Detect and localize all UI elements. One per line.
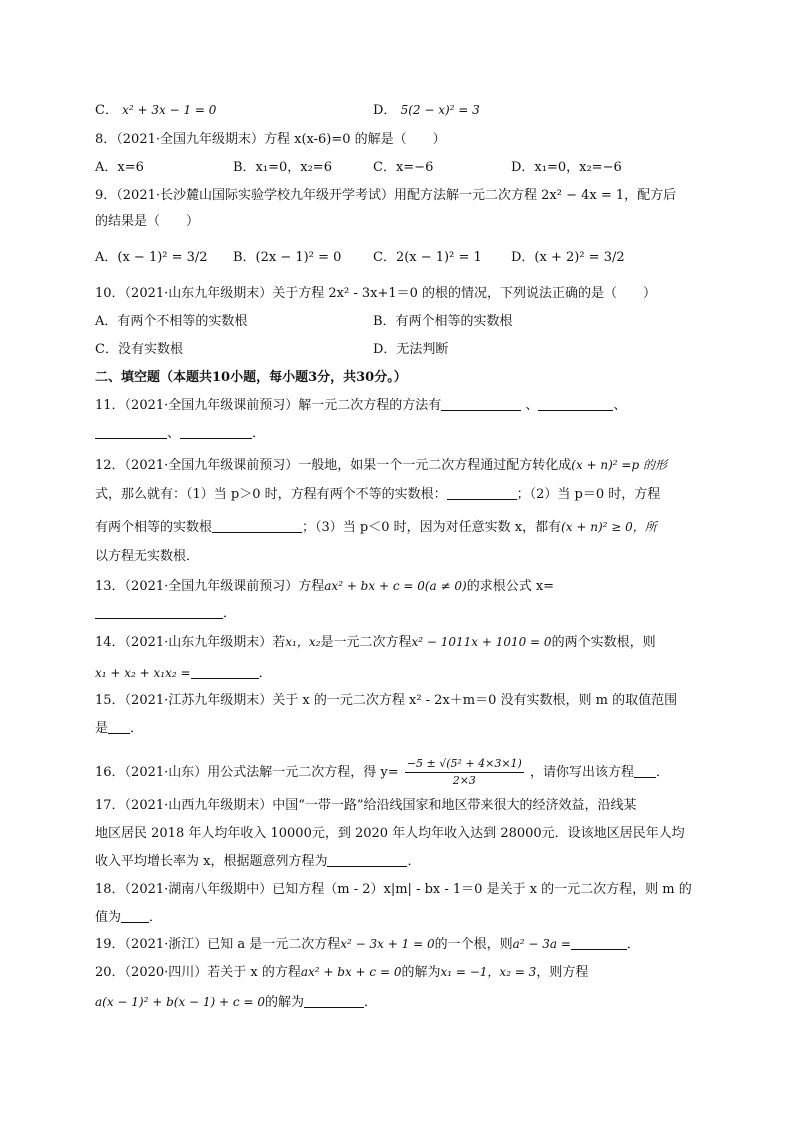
q17-line2: 地区居民 2018 年人均年收入 10000元，到 2020 年人均年收入达到 28000元．设该地区居民年人均 — [95, 826, 685, 841]
q14-blank[interactable] — [191, 664, 259, 679]
q19-text-1c: 的一个根，则 — [434, 937, 513, 952]
q9-option-c: C．2(x − 1)² = 1 — [373, 250, 482, 265]
q11-blank-3[interactable] — [95, 424, 167, 439]
q19-expression: a² − 3a = — [512, 937, 571, 951]
q18-line1: 18．（2021·湖南八年级期中）已知方程（m - 2）x|m| - bx - 1＝0 是关于 x 的一元二次方程，则 m 的 — [95, 882, 692, 897]
q11-blank-4[interactable] — [180, 424, 252, 439]
q20-text-2b: 的解为 — [264, 995, 304, 1010]
q14-text-1c: 是一元二次方程 — [320, 635, 412, 650]
q13-line2 — [95, 604, 236, 624]
q14-text-1e: 的两个实数根，则 — [551, 635, 656, 650]
q12-line3 — [95, 517, 657, 538]
q12-text-3a: 有两个相等的实数根 — [95, 520, 213, 535]
q7-option-d-label: D． — [373, 103, 397, 118]
q12-text-2b: ；（2）当 p＝0 时，方程 — [516, 487, 661, 502]
q14-expression: x₁ + x₂ + x₁x₂ = — [95, 666, 191, 680]
q12-text-1a: 12．（2021·全国九年级课前预习）一般地，如果一个一元二次方程通过配方转化成 — [95, 458, 572, 473]
q20-text-1e: ，则方程 — [536, 965, 589, 980]
q9-stem-line1: 9．（2021·长沙麓山国际实验学校九年级开学考试）用配方法解一元二次方程 2x² − 4x = 1，配方后 — [95, 188, 677, 203]
q13-formula: ax² + bx + c = 0(a ≠ 0) — [324, 579, 467, 593]
q14-line2 — [95, 663, 272, 684]
q16-fraction — [405, 756, 524, 789]
q16-blank[interactable] — [634, 763, 656, 778]
q17-text-3a: 收入平均增长率为 x，根据题意列方程为 — [95, 854, 328, 869]
q14-text-1a: 14．（2021·山东九年级期末）若 — [95, 635, 286, 650]
q13-end: ． — [223, 606, 237, 621]
q12-line4: 以方程无实数根． — [95, 549, 200, 564]
q12-formula-2: (x + n)² ≥ 0，所 — [561, 520, 657, 534]
q13-blank[interactable] — [95, 604, 223, 619]
q12-text-3b: ；（3）当 p＜0 时，因为对任意实数 x，都有 — [302, 520, 562, 535]
q9-stem-line2: 的结果是（ ） — [95, 214, 200, 229]
q20-line2 — [95, 992, 377, 1013]
q10-option-c: C．没有实数根 — [95, 342, 183, 357]
section-heading-fill-in: 二、填空题（本题共10小题，每小题3分，共30分。） — [95, 370, 407, 385]
q20-blank[interactable] — [304, 993, 364, 1008]
q17-blank[interactable] — [327, 852, 407, 867]
q18-line2 — [95, 908, 162, 928]
q7-option-d-expr: 5(2 − x)² = 3 — [400, 103, 480, 117]
q11-sep-3: 、 — [167, 426, 181, 441]
q7-option-c — [95, 100, 216, 121]
q10-option-a: A．有两个不相等的实数根 — [95, 314, 248, 329]
q14-equation: x² − 1011x + 1010 = 0 — [411, 635, 552, 649]
q13-line1 — [95, 576, 554, 597]
q11-sep-1: 、 — [525, 398, 539, 413]
q20-text-1a: 20．（2020·四川）若关于 x 的方程 — [95, 965, 301, 980]
q10-option-d: D．无法判断 — [373, 342, 449, 357]
q14-end: ． — [258, 666, 272, 681]
q20-end: ． — [363, 995, 377, 1010]
q7-option-c-expr: x² + 3x − 1 = 0 — [122, 103, 217, 117]
q8-option-d: D．x₁=0，x₂=−6 — [511, 160, 622, 175]
q11-blank-2[interactable] — [538, 396, 613, 411]
q8-option-b: B．x₁=0，x₂=6 — [233, 160, 332, 175]
q11-line1 — [95, 396, 626, 416]
q18-blank[interactable] — [121, 908, 149, 923]
q12-line1 — [95, 455, 667, 476]
q12-blank-1[interactable] — [447, 485, 517, 500]
q12-blank-2[interactable] — [212, 518, 302, 533]
q19-equation: x² − 3x + 1 = 0 — [340, 937, 435, 951]
q15-line1: 15．（2021·江苏九年级期末）关于 x 的一元二次方程 x² - 2x＋m＝0 没有实数根，则 m 的取值范围 — [95, 693, 678, 708]
q16-line — [95, 756, 669, 789]
q13-text-1c: 的求根公式 x= — [466, 579, 555, 594]
q15-blank[interactable] — [108, 719, 130, 734]
q14-roots: x₁，x₂ — [285, 635, 321, 649]
q15-text-2a: 是 — [95, 721, 109, 736]
q17-end: ． — [407, 854, 421, 869]
q9-option-a: A．(x − 1)² = 3/2 — [95, 250, 208, 265]
q20-equation-2: a(x − 1)² + b(x − 1) + c = 0 — [95, 995, 265, 1009]
q10-stem: 10．（2021·山东九年级期末）关于方程 2x² - 3x+1＝0 的根的情况，下列说法正确的是（ ） — [95, 286, 657, 301]
q13-text-1a: 13．（2021·全国九年级课前预习）方程 — [95, 579, 325, 594]
q16-numerator: −5 ± √(5² + 4×3×1) — [405, 756, 524, 773]
q15-end: ． — [130, 721, 144, 736]
q16-denominator: 2×3 — [452, 774, 476, 787]
q20-line1 — [95, 962, 588, 983]
q15-line2 — [95, 719, 143, 739]
q20-roots: x₁ = −1，x₂ = 3 — [440, 965, 537, 979]
q19-blank[interactable] — [571, 935, 627, 950]
q7-option-d — [373, 100, 480, 121]
q16-end: ． — [656, 765, 670, 780]
q11-stem: 11．（2021·全国九年级课前预习）解一元二次方程的方法有 — [95, 398, 442, 413]
q19-line1 — [95, 934, 640, 955]
q8-option-a: A．x=6 — [95, 160, 144, 175]
q9-option-b: B．(2x − 1)² = 0 — [233, 250, 342, 265]
q12-line2 — [95, 485, 660, 505]
q16-text-1b: ，请你写出该方程 — [530, 765, 635, 780]
q11-blank-1[interactable] — [441, 396, 521, 411]
q10-option-b: B．有两个相等的实数根 — [373, 314, 513, 329]
q19-end: ． — [626, 937, 640, 952]
q16-text-1a: 16．（2021·山东）用公式法解一元二次方程，得 y= — [95, 765, 399, 780]
q18-text-2a: 值为 — [95, 910, 122, 925]
q19-text-1a: 19．（2021·浙江）已知 a 是一元二次方程 — [95, 937, 341, 952]
q20-equation: ax² + bx + c = 0 — [300, 965, 402, 979]
q7-option-c-label: C． — [95, 103, 118, 118]
q17-line3 — [95, 852, 420, 872]
q11-sep-2: 、 — [613, 398, 627, 413]
q12-formula-1: (x + n)² =p 的形 — [571, 458, 667, 472]
q8-option-c: C．x=−6 — [373, 160, 434, 175]
q20-text-1c: 的解为 — [401, 965, 441, 980]
q14-line1 — [95, 632, 656, 653]
q17-line1: 17．（2021·山西九年级期末）中国“一带一路”给沿线国家和地区带来很大的经济效益，沿线某 — [95, 798, 637, 813]
q11-end: ． — [252, 426, 266, 441]
q8-stem: 8．（2021·全国九年级期末）方程 x(x-6)=0 的解是（ ） — [95, 132, 446, 147]
q12-text-2a: 式，那么就有：（1）当 p＞0 时，方程有两个不等的实数根： — [95, 487, 447, 502]
q9-option-d: D．(x + 2)² = 3/2 — [511, 250, 625, 265]
q18-end: ． — [149, 910, 163, 925]
q11-line2 — [95, 424, 265, 444]
